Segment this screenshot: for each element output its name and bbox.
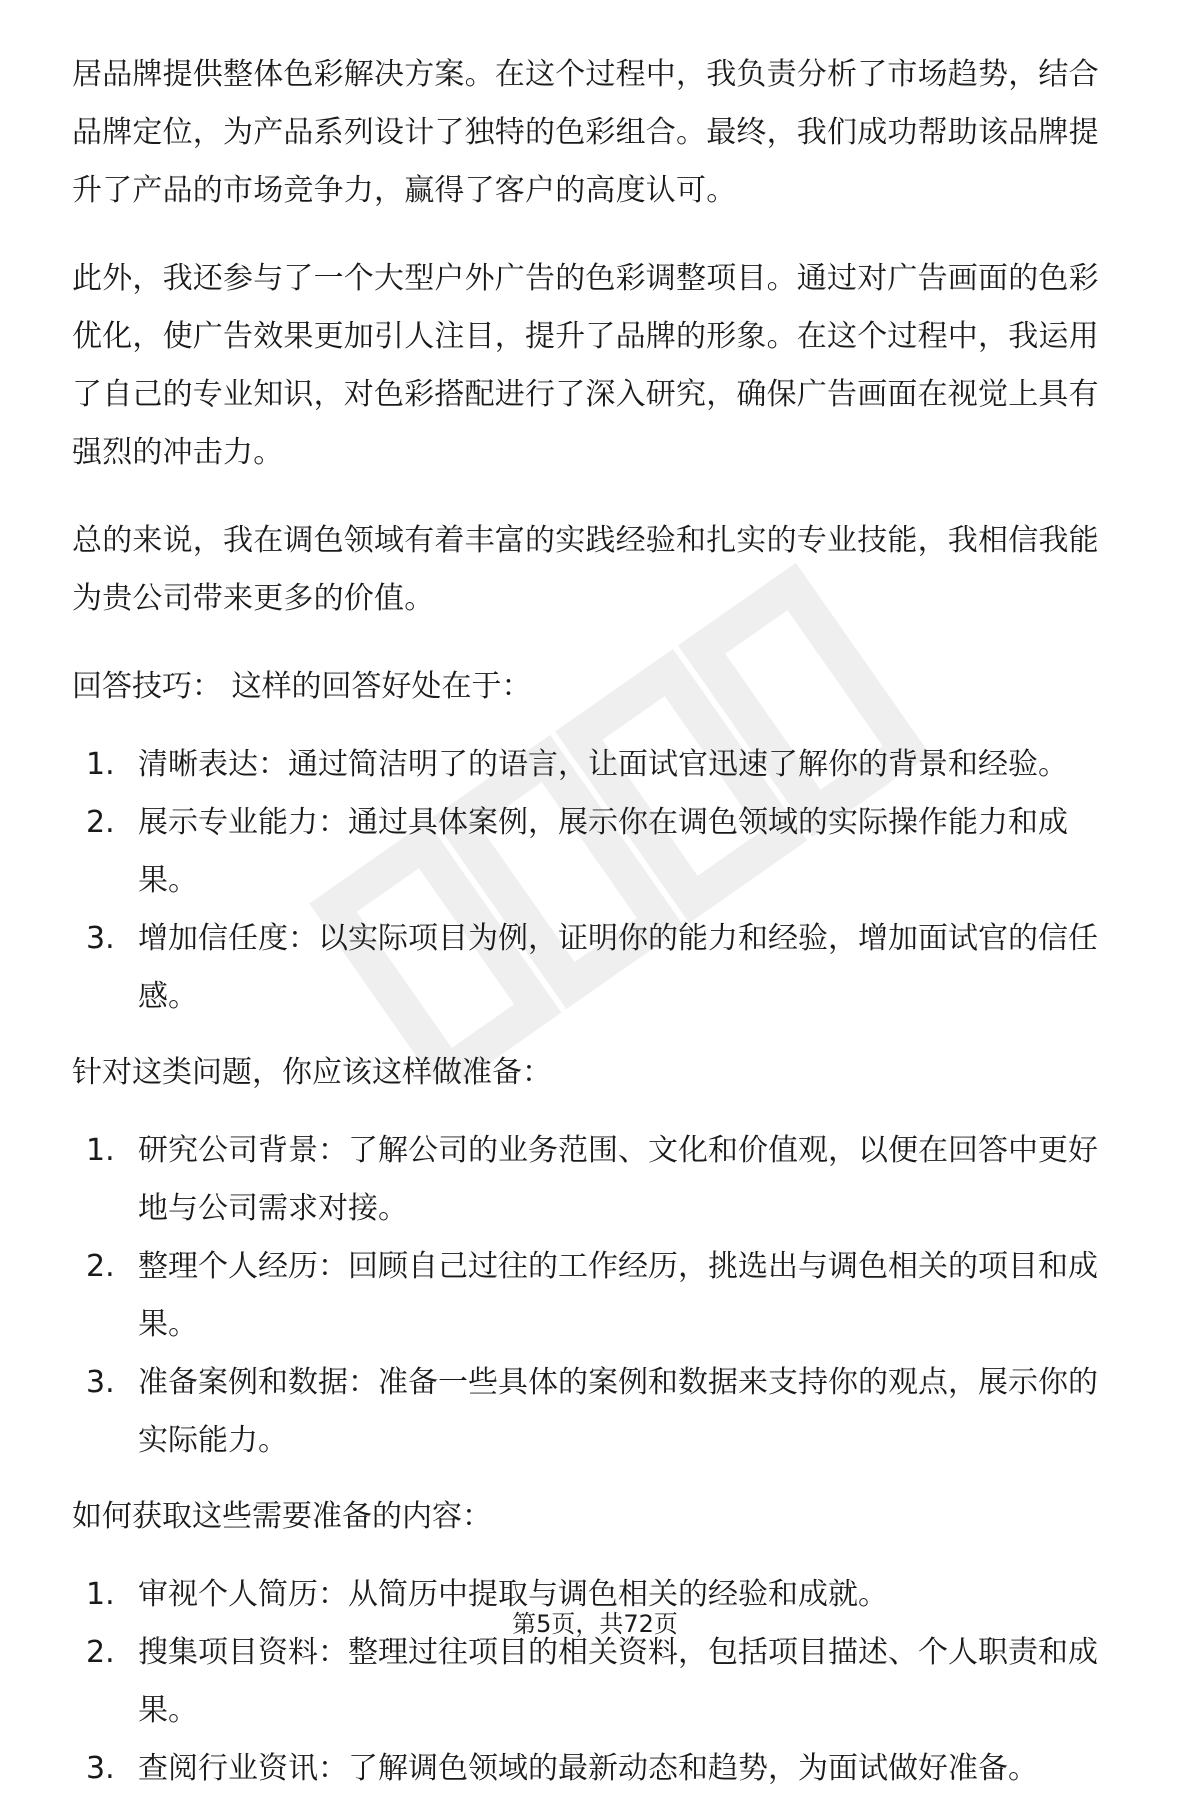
list-item-text: 准备案例和数据：准备一些具体的案例和数据来支持你的观点，展示你的实际能力。 xyxy=(138,1365,1098,1458)
paragraph-3: 总的来说，我在调色领域有着丰富的实践经验和扎实的专业技能，我相信我能为贵公司带来更多的价值。 xyxy=(72,523,1099,616)
list-item-number: 1. xyxy=(86,747,115,782)
prepare-heading: 针对这类问题，你应该这样做准备： xyxy=(72,1055,552,1090)
list-item-number: 2. xyxy=(86,1249,115,1284)
list-item xyxy=(72,1740,1118,1798)
list-item-text: 清晰表达：通过简洁明了的语言，让面试官迅速了解你的背景和经验。 xyxy=(138,747,1068,782)
page-number: 第5页，共72页 xyxy=(512,1610,678,1638)
list-item-text: 研究公司背景：了解公司的业务范围、文化和价值观，以便在回答中更好地与公司需求对接。 xyxy=(138,1133,1098,1226)
list-item-number: 3. xyxy=(86,921,115,956)
paragraph-1: 居品牌提供整体色彩解决方案。在这个过程中，我负责分析了市场趋势，结合品牌定位，为产品系列设计了独特的色彩组合。最终，我们成功帮助该品牌提升了产品的市场竞争力，赢得了客户的高度认可。 xyxy=(72,57,1099,208)
list-item xyxy=(72,736,1118,794)
list-item-text: 增加信任度：以实际项目为例，证明你的能力和经验，增加面试官的信任感。 xyxy=(138,921,1098,1014)
list-item-number: 2. xyxy=(86,1635,115,1670)
obtain-list xyxy=(72,1566,1118,1798)
list-item-number: 3. xyxy=(86,1365,115,1400)
list-item-text: 整理个人经历：回顾自己过往的工作经历，挑选出与调色相关的项目和成果。 xyxy=(138,1249,1098,1342)
list-item-number: 1. xyxy=(86,1133,115,1168)
list-item xyxy=(72,910,1118,1026)
paragraph-2: 此外，我还参与了一个大型户外广告的色彩调整项目。通过对广告画面的色彩优化，使广告效果更加引人注目，提升了品牌的形象。在这个过程中，我运用了自己的专业知识，对色彩搭配进行了深入研究，确保广告画面在视觉上具有强烈的冲击力。 xyxy=(72,261,1099,470)
list-item xyxy=(72,1624,1118,1740)
list-item xyxy=(72,1122,1118,1238)
list-item-number: 1. xyxy=(86,1577,115,1612)
tips-heading: 回答技巧： 这样的回答好处在于： xyxy=(72,669,532,704)
list-item-number: 2. xyxy=(86,805,115,840)
prepare-list xyxy=(72,1122,1118,1470)
list-item xyxy=(72,1354,1118,1470)
list-item xyxy=(72,794,1118,910)
list-item-text: 查阅行业资讯：了解调色领域的最新动态和趋势，为面试做好准备。 xyxy=(138,1751,1038,1786)
obtain-heading: 如何获取这些需要准备的内容： xyxy=(72,1499,492,1534)
document-body xyxy=(72,46,1118,1816)
list-item xyxy=(72,1238,1118,1354)
list-item-text: 审视个人简历：从简历中提取与调色相关的经验和成就。 xyxy=(138,1577,888,1612)
tips-list xyxy=(72,736,1118,1026)
list-item-text: 展示专业能力：通过具体案例，展示你在调色领域的实际操作能力和成果。 xyxy=(138,805,1068,898)
list-item-text: 搜集项目资料：整理过往项目的相关资料，包括项目描述、个人职责和成果。 xyxy=(138,1635,1098,1728)
list-item-number: 3. xyxy=(86,1751,115,1786)
